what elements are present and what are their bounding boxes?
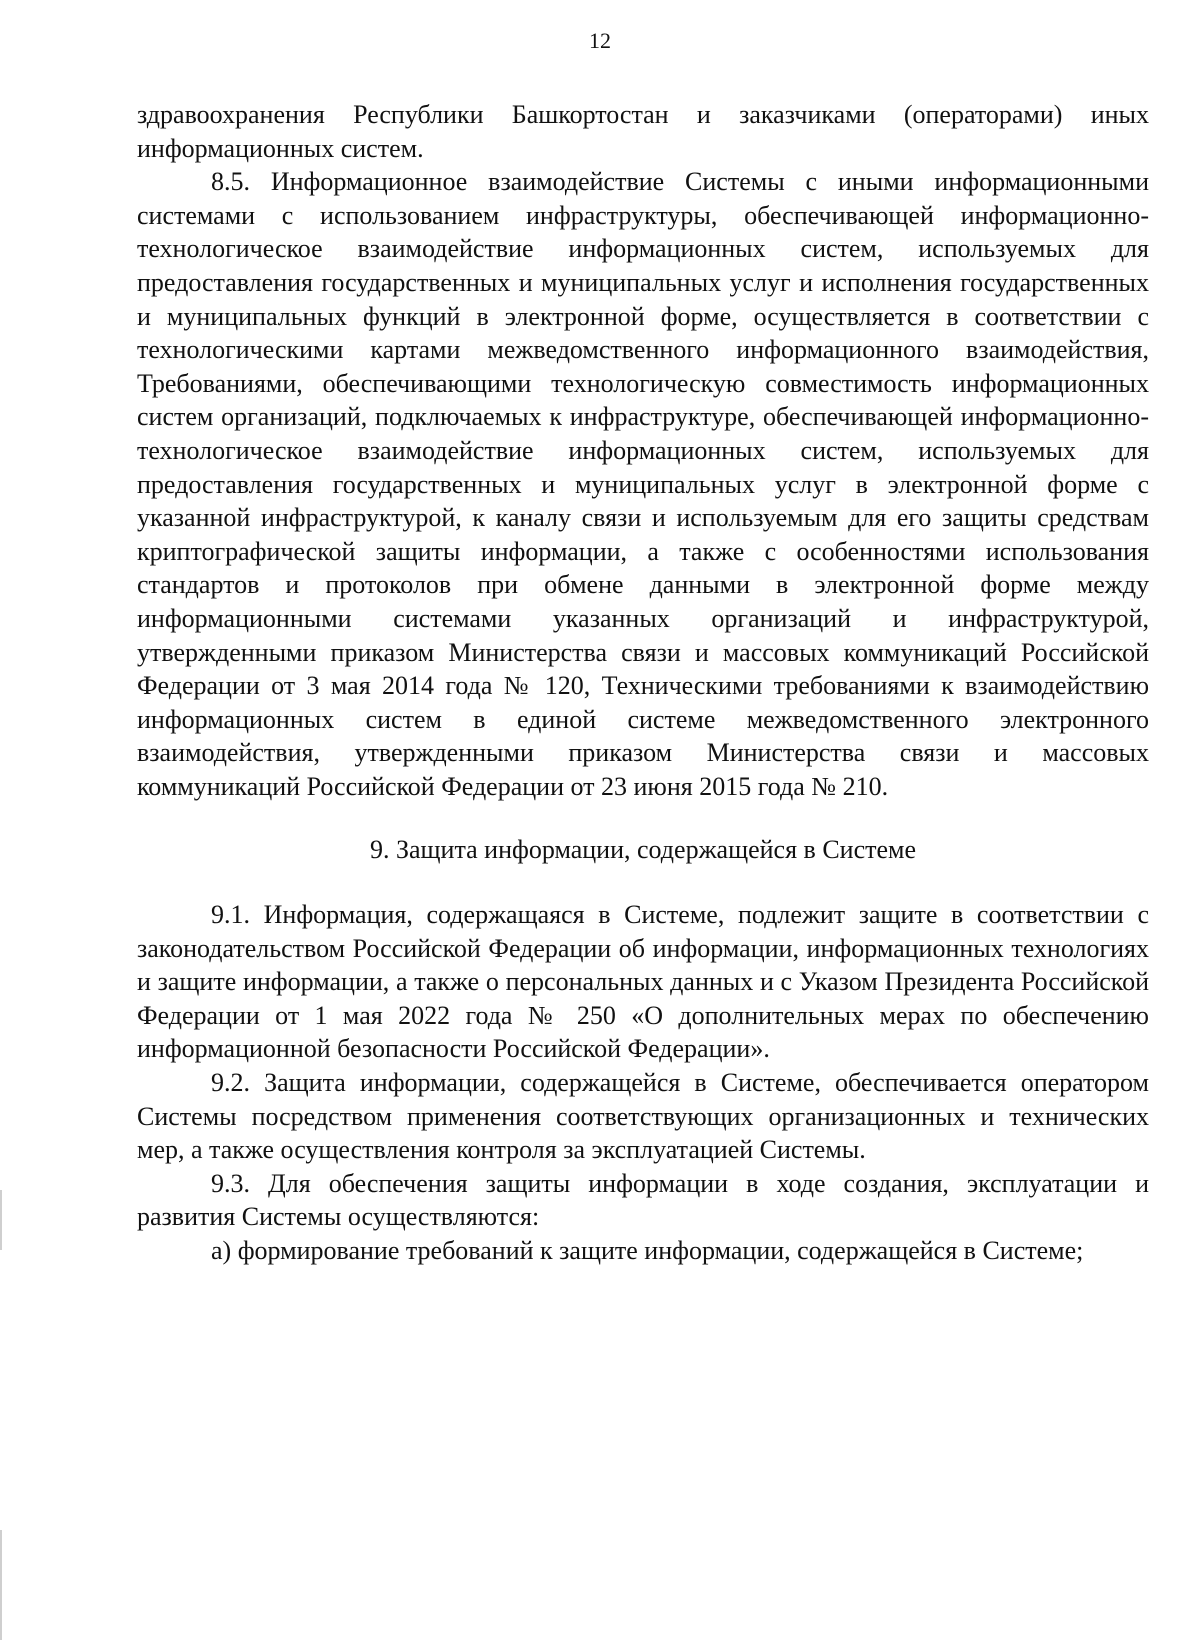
section-heading: 9. Защита информации, содержащейся в Системе [369,835,917,865]
paragraph-9-1: 9.1. Информация, содержащаяся в Системе, подлежит защите в соответствии с законодательством Российской Федерации об информации, информационных технологиях и защите информации, а также о персональных данных и с Указом Президента Российской Федерации от 1 мая 2022 года № 250 «О дополнительных мерах по обеспечению информационной безопасности Российской Федерации». [137,900,1149,1064]
document-body [137,98,1149,1268]
paragraph-8-5: 8.5. Информационное взаимодействие Системы с иными информационными системами с использованием инфраструктуры, обеспечивающей информационно-технологическое взаимодействие информационных систем, используемых для предоставления государственных и муниципальных услуг и исполнения государственных и муниципальных функций в электронной форме, осуществляется в соответствии с технологическими картами межведомственного информационного взаимодействия, Требованиями, обеспечивающими технологическую совместимость информационных систем организаций, подключаемых к инфраструктуре, обеспечивающей информационно-технологическое взаимодействие информационных систем, используемых для предоставления государственных и муниципальных услуг в электронной форме с указанной инфраструктурой, к каналу связи и используемым для его защиты средствам криптографической защиты информации, а также с особенностями использования стандартов и протоколов при обмене данными в электронной форме между информационными системами указанных организаций и инфраструктурой, утвержденными приказом Министерства связи и массовых коммуникаций Российской Федерации от 3 мая 2014 года № 120, Техническими требованиями к взаимодействию информационных систем в единой системе межведомственного электронного взаимодействия, утвержденными приказом Министерства связи и массовых коммуникаций Российской Федерации от 23 июня 2015 года № 210. [137,167,1149,801]
scan-edge-mark [0,1530,2,1640]
paragraph-9-2: 9.2. Защита информации, содержащейся в Системе, обеспечивается оператором Системы посредством применения соответствующих организационных и технических мер, а также осуществления контроля за эксплуатацией Системы. [137,1068,1149,1165]
scan-edge-mark [0,1190,2,1250]
page-number: 12 [589,28,611,53]
paragraph-9-3: 9.3. Для обеспечения защиты информации в ходе создания, эксплуатации и развития Системы осуществляются: [137,1168,1149,1232]
list-item-a: а) формирование требований к защите информации, содержащейся в Системе; [211,1236,1084,1265]
paragraph-continuation: здравоохранения Республики Башкортостан и заказчиками (операторами) иных информационных систем. [137,100,1149,163]
